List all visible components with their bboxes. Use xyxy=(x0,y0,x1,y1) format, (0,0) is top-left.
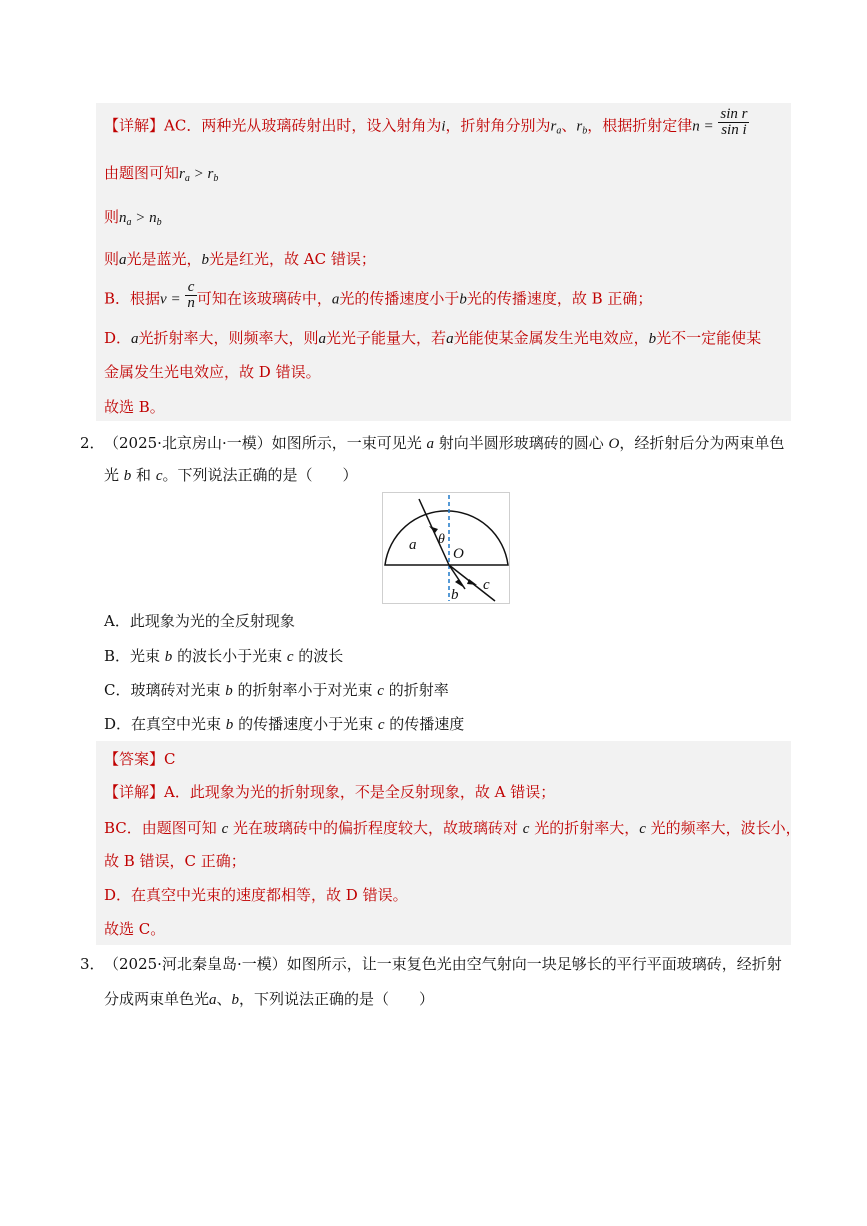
sol1-fraction-snell: $\frac{\text{sin r}}{\text{sin i}}$ xyxy=(720,106,748,138)
sol2-line-3: 故 B 错误，C 正确； xyxy=(104,852,246,870)
sol1-line-3: 则$n_a > n_b$ xyxy=(104,208,162,228)
label-theta: θ xyxy=(438,532,445,547)
q2-option-c[interactable]: C．玻璃砖对光束 b 的折射率小于对光束 c 的折射率 xyxy=(104,681,449,699)
q2-figure xyxy=(382,492,510,604)
label-o: O xyxy=(453,546,464,562)
semicircle-glass-diagram xyxy=(383,493,509,603)
sol1-line-5: B．根据v = $\frac{c}{n}$ 可知在该玻璃砖中，a光的传播速度小于b光的传播速度，故 B 正确； xyxy=(104,279,653,311)
ray-b xyxy=(449,565,465,589)
q2-option-b[interactable]: B．光束 b 的波长小于光束 c 的波长 xyxy=(104,647,344,665)
q2-option-d[interactable]: D．在真空中光束 b 的传播速度小于光束 c 的传播速度 xyxy=(104,715,465,733)
semicircle-outline xyxy=(385,511,508,565)
sol2-line-5: 故选 C。 xyxy=(104,920,166,938)
q2-stem-line-1: （2025·北京房山·一模）如图所示，一束可见光 a 射向半圆形玻璃砖的圆心 O，经折射后分为两束单色 xyxy=(104,434,785,452)
q2-number: 2． xyxy=(80,434,105,452)
sol2-answer: 【答案】C xyxy=(104,750,176,768)
sol1-line-2: 由题图可知$r_a > r_b$ xyxy=(104,164,219,184)
q3-stem-line-2: 分成两束单色光a、b，下列说法正确的是（ ） xyxy=(104,990,435,1008)
sol1-line-7: 金属发生光电效应，故 D 错误。 xyxy=(104,363,321,381)
sol1-fraction-speed: $\frac{c}{n}$ xyxy=(187,279,195,311)
sol2-line-2: BC．由题图可知 c 光在玻璃砖中的偏折程度较大，故玻璃砖对 c 光的折射率大，c 光的频率大，波长小， xyxy=(104,819,801,837)
q2-stem-line-2: 光 b 和 c。下列说法正确的是（ ） xyxy=(104,466,358,484)
sol1-line-8: 故选 B。 xyxy=(104,398,165,416)
sol1-line-6: D．a光折射率大，则频率大，则a光光子能量大，若a光能使某金属发生光电效应，b光不一定能使某 xyxy=(104,329,762,347)
label-c: c xyxy=(483,577,490,593)
q2-option-a[interactable]: A．此现象为光的全反射现象 xyxy=(104,612,295,630)
label-b: b xyxy=(451,587,459,603)
sol1-line-4: 则a光是蓝光，b光是红光，故 AC 错误； xyxy=(104,250,376,268)
label-a: a xyxy=(409,537,417,553)
sol1-line-1: 【详解】AC．两种光从玻璃砖射出时，设入射角为i，折射角分别为$r_a$、$r_b$，根据折射定律n = $\frac{\text{sin r}}{\text{sin i}}$ xyxy=(104,106,748,138)
sol2-line-4: D．在真空中光束的速度都相等，故 D 错误。 xyxy=(104,886,408,904)
sol2-line-1: 【详解】A．此现象为光的折射现象，不是全反射现象，故 A 错误； xyxy=(104,783,556,801)
solution-block-2 xyxy=(96,741,791,945)
q3-stem-line-1: （2025·河北秦皇岛·一模）如图所示，让一束复色光由空气射向一块足够长的平行平面玻璃砖，经折射 xyxy=(104,955,782,973)
q3-number: 3． xyxy=(80,955,105,973)
